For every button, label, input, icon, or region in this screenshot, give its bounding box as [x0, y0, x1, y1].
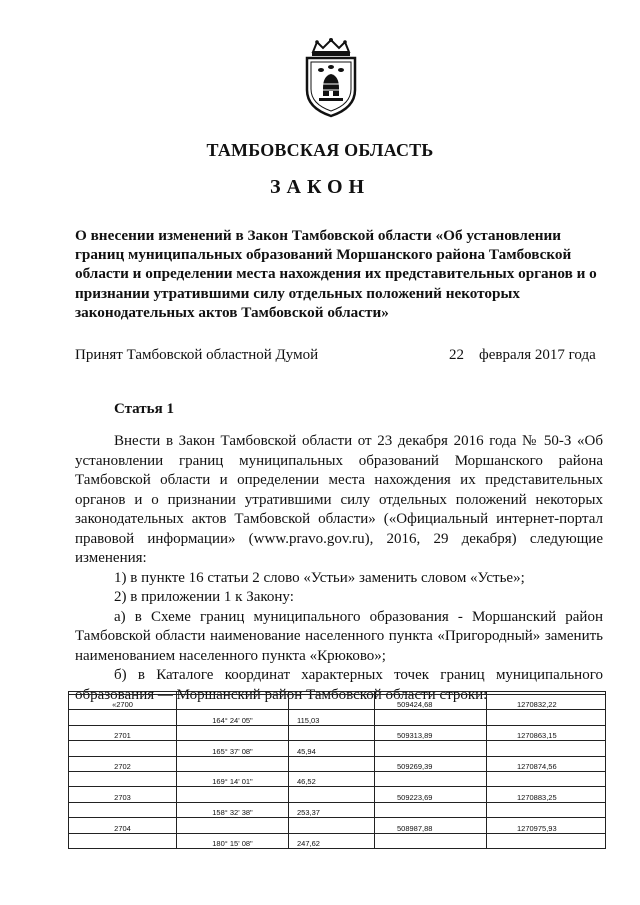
point-x: 509424,68 [375, 695, 487, 710]
point-y: 1270883,25 [487, 787, 606, 802]
point-y: 1270863,15 [487, 725, 606, 740]
table-row [69, 772, 606, 787]
table-row [69, 787, 606, 802]
table-row [69, 695, 606, 710]
subject-line: границ муниципальных образований Моршанского района Тамбовской [75, 246, 572, 264]
article-item: б) в Каталоге координат характерных точек границ муниципального образования — Моршанский район Тамбовской области строки: [75, 667, 603, 703]
table-row [69, 725, 606, 740]
coordinates-table [68, 691, 606, 849]
adopted-by: Принят Тамбовской областной Думой [75, 347, 319, 363]
article-intro: Внести в Закон Тамбовской области от 23 декабря 2016 года № 50-З «Об установлении границ муниципальных образований Моршанского района Тамбовской области и определении места нахождения их представительных органов и о признании утратившими силу отдельных положений некоторых законодательных актов Тамбовской области» («Официальный интернет-портал правовой информации» (www.pravo.gov.ru), 2016, 29 декабря) следующие изменения: [75, 433, 603, 566]
point-number: 2701 [69, 725, 177, 740]
segment-distance: 247,62 [289, 833, 375, 848]
subject-line: области и определении места нахождения их представительных органов и о [75, 265, 597, 283]
point-number: 2703 [69, 787, 177, 802]
segment-distance: 45,94 [289, 741, 375, 756]
subject-line: О внесении изменений в Закон Тамбовской области «Об установлении [75, 227, 561, 244]
point-y: 1270874,56 [487, 756, 606, 771]
segment-angle: 165° 37' 08" [177, 741, 289, 756]
article-item: а) в Схеме границ муниципального образования - Моршанский район Тамбовской области наименование населенного пункта «Пригородный» заменить наименованием населенного пункта «Крюково»; [75, 608, 603, 664]
point-y: 1270975,93 [487, 818, 606, 833]
table-row [69, 741, 606, 756]
adopted-day: 22 [449, 347, 464, 363]
adopted-month-year: февраля 2017 года [479, 347, 596, 363]
segment-angle: 169° 14' 01" [177, 772, 289, 787]
point-number: «2700 [69, 695, 177, 710]
segment-angle: 164° 24' 05" [177, 710, 289, 725]
point-number: 2704 [69, 818, 177, 833]
segment-distance: 253,37 [289, 802, 375, 817]
article-title: Статья 1 [114, 401, 174, 417]
document-type-title: ЗАКОН [269, 176, 371, 198]
table-row [69, 710, 606, 725]
subject-line: законодательных актов Тамбовской области» [75, 303, 389, 321]
point-x: 509269,39 [375, 756, 487, 771]
table-row [69, 818, 606, 833]
segment-distance: 46,52 [289, 772, 375, 787]
segment-distance: 115,03 [289, 710, 375, 725]
article-item: 1) в пункте 16 статьи 2 слово «Устьи» заменить словом «Устье»; [114, 569, 525, 586]
point-x: 508987,88 [375, 818, 487, 833]
subject-line: признании утратившими силу отдельных положений некоторых [75, 284, 520, 302]
point-y: 1270832,22 [487, 695, 606, 710]
point-x: 509313,89 [375, 725, 487, 740]
region-title: ТАМБОВСКАЯ ОБЛАСТЬ [206, 140, 434, 160]
law-subject-heading [75, 226, 603, 322]
table-row [69, 802, 606, 817]
tambov-coat-of-arms-icon [299, 38, 363, 118]
segment-angle: 158° 32' 38" [177, 802, 289, 817]
segment-angle: 180° 15' 08" [177, 833, 289, 848]
point-number: 2702 [69, 756, 177, 771]
article-item: 2) в приложении 1 к Закону: [114, 589, 294, 605]
table-row [69, 833, 606, 848]
table-row [69, 756, 606, 771]
point-x: 509223,69 [375, 787, 487, 802]
article-body [75, 432, 603, 705]
